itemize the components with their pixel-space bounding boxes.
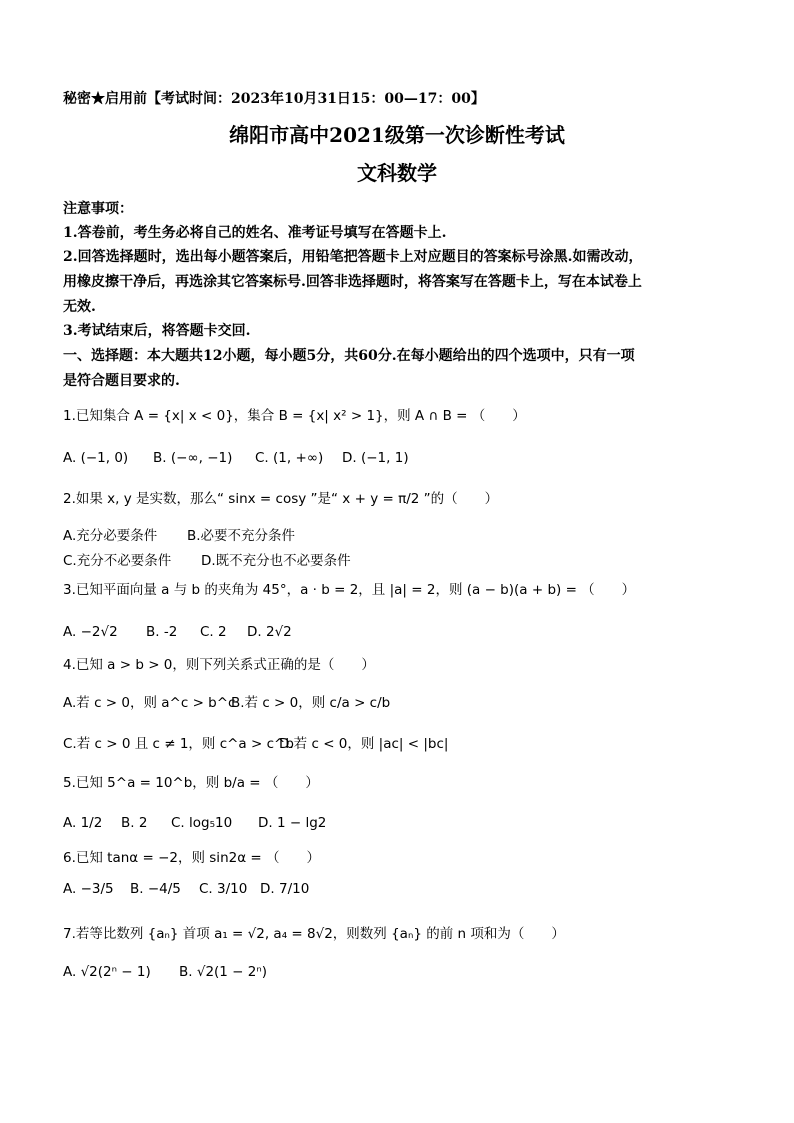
option-a: A. 1/2 (63, 815, 103, 831)
section-heading-line-1: 一、选择题：本大题共12小题，每小题5分，共60分.在每小题给出的四个选项中，只有一项 (63, 348, 635, 364)
question-7-options (63, 964, 267, 980)
question-4-options-row-2 (63, 732, 448, 752)
option-a: A. −2√2 (63, 624, 118, 640)
note-3: 3.考试结束后，将答题卡交回. (63, 323, 251, 339)
option-b: B. (−∞, −1) (153, 450, 233, 466)
option-b: B. −4/5 (130, 881, 181, 897)
question-7-stem: 7.若等比数列 {aₙ} 首项 a₁ = √2, a₄ = 8√2，则数列 {aₙ} 的前 n 项和为（ ） (63, 926, 565, 942)
option-d: D. (−1, 1) (342, 450, 409, 466)
option-d: D.若 c < 0，则 |ac| < |bc| (279, 736, 449, 752)
exam-title: 绵阳市高中2021级第一次诊断性考试 (229, 123, 565, 147)
question-3-options (63, 624, 292, 640)
option-c: C. 3/10 (199, 881, 248, 897)
question-1-options (63, 450, 409, 466)
option-b: B.必要不充分条件 (187, 528, 296, 544)
question-5-stem: 5.已知 5^a = 10^b，则 b/a = （ ） (63, 775, 319, 791)
option-a: A.若 c > 0，则 a^c > b^c (63, 695, 236, 711)
option-d: D. 1 − lg2 (258, 815, 327, 831)
option-c: C. log₅10 (171, 815, 233, 831)
option-b: B. √2(1 − 2ⁿ) (179, 964, 268, 980)
note-2-line-1: 2.回答选择题时，选出每小题答案后，用铅笔把答题卡上对应题目的答案标号涂黑.如需改动， (63, 249, 643, 265)
option-d: D.既不充分也不必要条件 (201, 553, 351, 569)
question-2-stem: 2.如果 x, y 是实数，那么“ sinx = cosy ”是“ x + y = π/2 ”的（ ） (63, 491, 499, 507)
exam-subject: 文科数学 (357, 161, 437, 185)
question-1-stem: 1.已知集合 A = {x| x < 0}，集合 B = {x| x² > 1}，则 A ∩ B = （ ） (63, 408, 526, 424)
option-a: A. −3/5 (63, 881, 114, 897)
option-b: B.若 c > 0，则 c/a > c/b (231, 695, 391, 711)
question-4-stem: 4.已知 a > b > 0，则下列关系式正确的是（ ） (63, 657, 375, 673)
question-5-options (63, 815, 326, 831)
option-d: D. 7/10 (260, 881, 310, 897)
option-c: C. 2 (200, 624, 227, 640)
question-2-options-row-2 (63, 549, 351, 569)
section-heading-line-2: 是符合题目要求的. (63, 373, 180, 389)
option-a: A.充分必要条件 (63, 528, 158, 544)
option-c: C.若 c > 0 且 c ≠ 1，则 c^a > c^b (63, 736, 294, 752)
question-2-options-row-1 (63, 524, 295, 544)
option-b: B. -2 (146, 624, 178, 640)
question-6-stem: 6.已知 tanα = −2，则 sin2α = （ ） (63, 850, 321, 866)
option-c: C.充分不必要条件 (63, 553, 172, 569)
note-2-line-3: 无效. (63, 299, 96, 315)
option-b: B. 2 (121, 815, 148, 831)
question-6-options (63, 881, 309, 897)
option-a: A. (−1, 0) (63, 450, 129, 466)
question-3-stem: 3.已知平面向量 a 与 b 的夹角为 45°，a · b = 2，且 |a| = 2，则 (a − b)(a + b) = （ ） (63, 582, 636, 598)
secret-time-line: 秘密★启用前【考试时间：2023年10月31日15：00—17：00】 (63, 91, 485, 107)
notes-heading: 注意事项： (63, 201, 133, 217)
option-d: D. 2√2 (247, 624, 292, 640)
option-c: C. (1, +∞) (255, 450, 324, 466)
note-2-line-2: 用橡皮擦干净后，再选涂其它答案标号.回答非选择题时，将答案写在答题卡上，写在本试卷上 (63, 274, 642, 290)
question-4-options-row-1 (63, 691, 390, 711)
note-1: 1.答卷前，考生务必将自己的姓名、准考证号填写在答题卡上. (63, 225, 447, 241)
option-a: A. √2(2ⁿ − 1) (63, 964, 151, 980)
